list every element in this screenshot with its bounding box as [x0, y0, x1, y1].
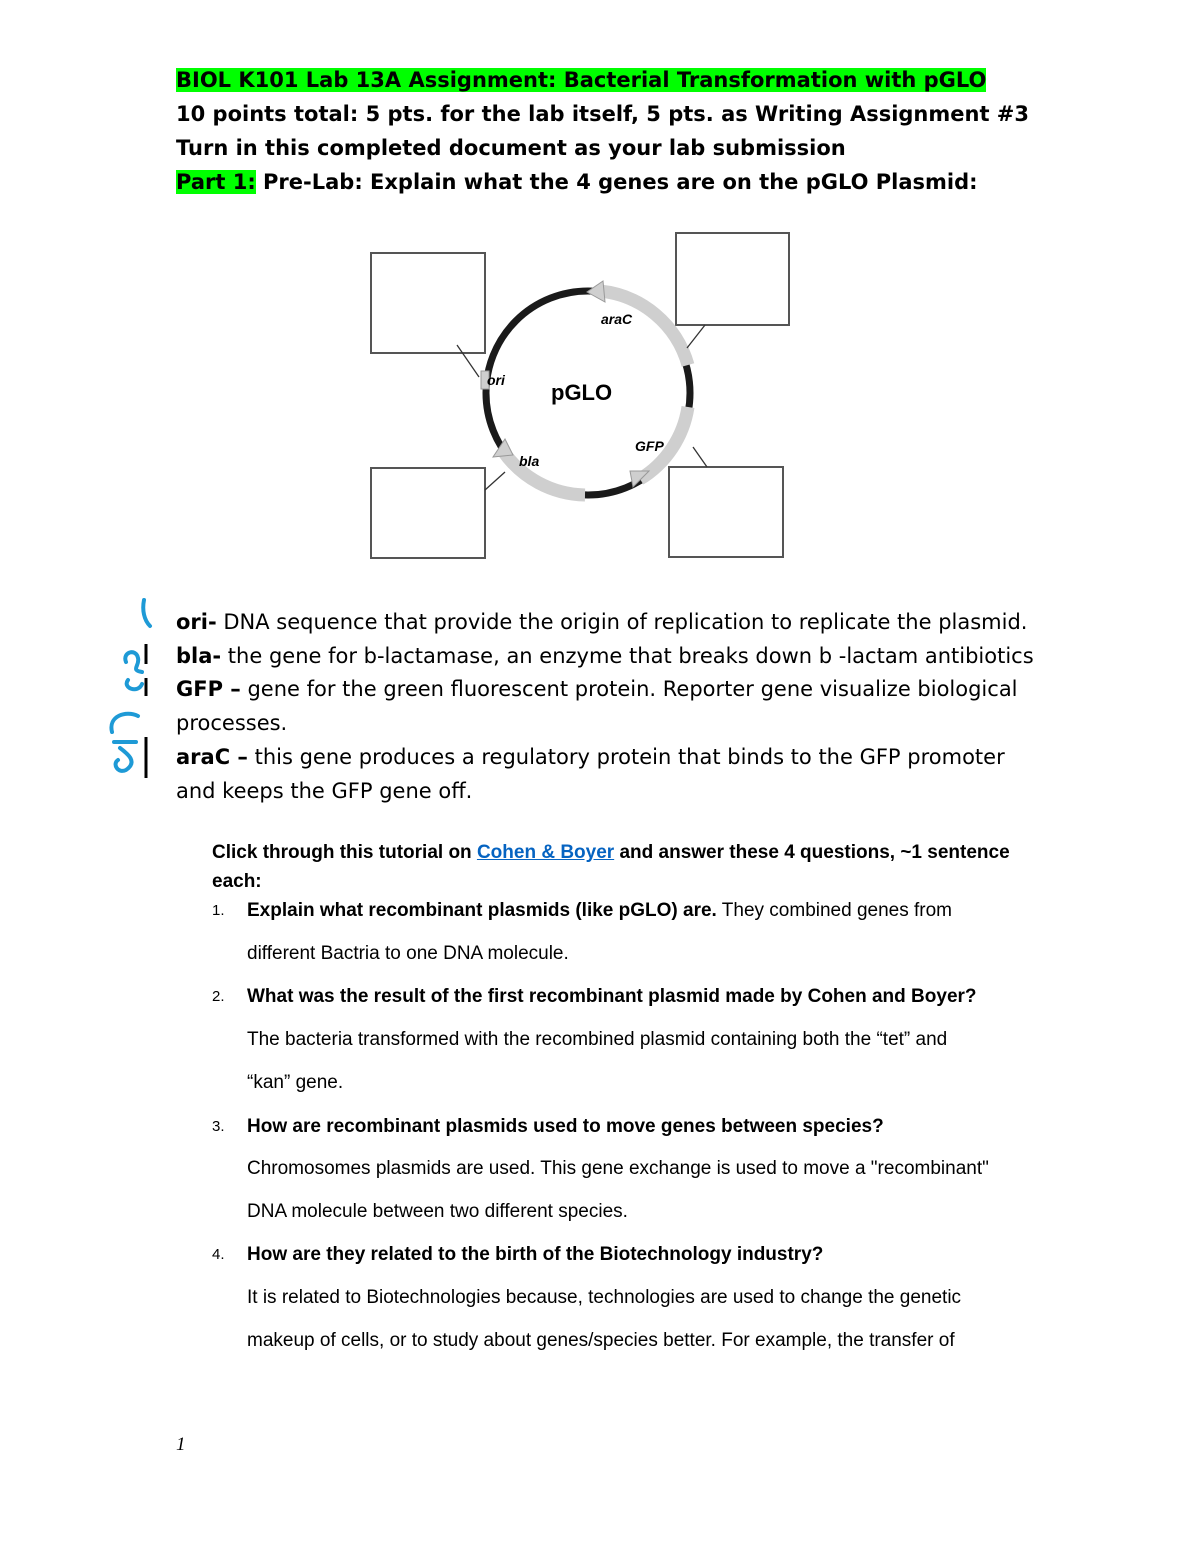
part-heading	[176, 168, 978, 196]
answer-4-line: It is related to Biotechnologies because, technologies are used to change the genetic	[247, 1287, 962, 1308]
turn-in-line: Turn in this completed document as your lab submission	[176, 136, 846, 160]
gene-desc-arac: araC – this gene produces a regulatory protein that binds to the GFP promoter	[176, 745, 1005, 769]
gene-desc-ori: ori- DNA sequence that provide the origin of replication to replicate the plasmid.	[176, 610, 1028, 634]
gfp-pointer	[693, 447, 707, 467]
question-3: How are recombinant plasmids used to move genes between species?	[247, 1116, 884, 1137]
question-number: 4.	[212, 1246, 225, 1263]
part-text: Pre-Lab: Explain what the 4 genes are on the pGLO Plasmid:	[263, 170, 978, 194]
answer-4-line: makeup of cells, or to study about genes/species better. For example, the transfer of	[247, 1330, 955, 1351]
question-4: How are they related to the birth of the Biotechnology industry?	[247, 1244, 824, 1265]
question-number: 1.	[212, 902, 225, 919]
arac-arrowhead	[587, 281, 605, 302]
answer-box-arac	[676, 233, 789, 325]
answer-1-line: different Bactria to one DNA molecule.	[247, 943, 569, 964]
tutorial-intro-cont: each:	[212, 871, 262, 892]
question-number: 3.	[212, 1118, 225, 1135]
answer-3-line: DNA molecule between two different species.	[247, 1201, 628, 1222]
page-number: 1	[176, 1434, 186, 1455]
tutorial-intro: Click through this tutorial on Cohen & Boyer and answer these 4 questions, ~1 sentence	[212, 842, 1010, 863]
arac-pointer	[687, 325, 705, 348]
bla-pointer	[485, 472, 505, 490]
question-2: What was the result of the first recombinant plasmid made by Cohen and Boyer?	[247, 986, 977, 1007]
plasmid-diagram	[355, 225, 795, 570]
question-1: Explain what recombinant plasmids (like pGLO) are. They combined genes from	[247, 900, 953, 921]
document-title: BIOL K101 Lab 13A Assignment: Bacterial Transformation with pGLO	[176, 68, 987, 92]
plasmid-center-label: pGLO	[551, 380, 613, 405]
handwritten-grade-mark	[98, 592, 160, 792]
gene-desc-gfp: GFP – gene for the green fluorescent protein. Reporter gene visualize biological	[176, 677, 1018, 701]
cohen-boyer-link[interactable]: Cohen & Boyer	[476, 842, 615, 863]
gene-label-arac: araC	[601, 311, 633, 327]
gene-label-bla: bla	[519, 453, 540, 469]
part-label: Part 1:	[176, 170, 256, 194]
bla-segment	[503, 451, 585, 495]
gene-desc-gfp-cont: processes.	[176, 711, 288, 735]
answer-2-line: “kan” gene.	[247, 1072, 344, 1093]
answer-box-bla	[371, 468, 485, 558]
answer-box-ori	[371, 253, 485, 353]
arac-segment	[600, 291, 688, 365]
gene-desc-arac-cont: and keeps the GFP gene off.	[176, 779, 473, 803]
gene-label-ori: ori	[487, 372, 505, 388]
gene-desc-bla: bla- the gene for b-lactamase, an enzyme that breaks down b -lactam antibiotics	[176, 644, 1034, 668]
gene-label-gfp: GFP	[635, 438, 664, 454]
answer-2-line: The bacteria transformed with the recombined plasmid containing both the “tet” and	[247, 1029, 948, 1050]
answer-3-line: Chromosomes plasmids are used. This gene exchange is used to move a "recombinant"	[247, 1158, 989, 1179]
question-number: 2.	[212, 988, 225, 1005]
answer-box-gfp	[669, 467, 783, 557]
points-line: 10 points total: 5 pts. for the lab itself, 5 pts. as Writing Assignment #3	[176, 102, 1030, 126]
